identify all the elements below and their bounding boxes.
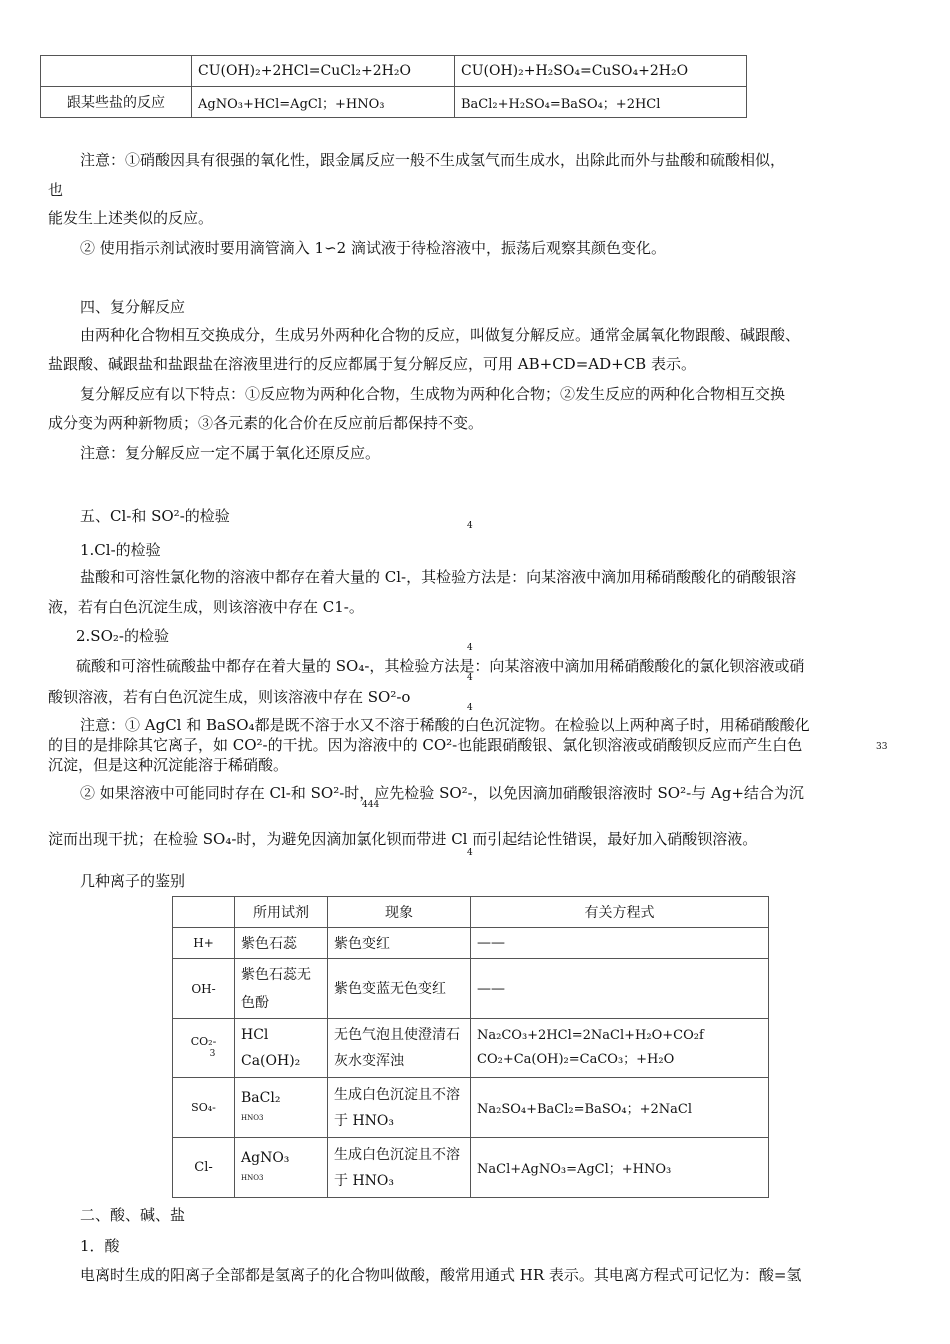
section4-p2-a: 复分解反应有以下特点：①反应物为两种化合物，生成物为两种化合物；②发生反应的两种化合物相互交换 — [80, 385, 786, 403]
ion-cell — [173, 1019, 235, 1078]
ion-identification-table — [172, 896, 769, 1198]
section5-2-line-a: 硫酸和可溶性硫酸盐中都存在着大量的 SO₄-，其检验方法是：向某溶液中滴加用稀硝酸酸化的氯化钡溶液或硝 — [76, 657, 805, 675]
top-table-row2-h2so4: BaCl₂+H₂SO₄=BaSO₄；+2HCl — [455, 87, 747, 118]
reagent-1: AgNO₃ — [241, 1149, 290, 1166]
note2: ② 使用指示剂试液时要用滴管滴入 1∽2 滴试液于待检溶液中，振荡后观察其颜色变化。 — [80, 239, 666, 257]
section2-title: 二、酸、碱、盐 — [80, 1206, 186, 1224]
equation-cell: —— — [471, 959, 769, 1019]
section5-1-title: 1.Cl-的检验 — [80, 541, 161, 559]
ion-header-phenomenon: 现象 — [328, 897, 471, 928]
note1-line-b: 也 — [48, 181, 64, 199]
reagent-cell — [235, 1019, 328, 1078]
note1-line-a: 注意：①硝酸因具有很强的氧化性，跟金属反应一般不生成氢气而生成水，出除此而外与盐酸和硫酸相似， — [80, 151, 786, 169]
ion-header-equation: 有关方程式 — [471, 897, 769, 928]
section5-2-title: 2.SO₂-的检验 — [76, 627, 169, 645]
section5-note2-a-sub: 444 — [362, 800, 380, 810]
section5-title-sub: 4 — [467, 521, 473, 531]
ion-header-reagent: 所用试剂 — [235, 897, 328, 928]
top-table-row1-h2so4: CU(OH)₂+H₂SO₄=CuSO₄+2H₂O — [455, 56, 747, 87]
section5-2-title-sub: 4 — [467, 643, 473, 653]
section5-note1-c: 沉淀，但是这种沉淀能溶于稀硝酸。 — [48, 756, 289, 774]
reagent-cell: 紫色石蕊无色酚 — [235, 959, 328, 1019]
section4-p1-b: 盐跟酸、碱跟盐和盐跟盐在溶液里进行的反应都属于复分解反应，可用 AB+CD=AD+CB 表示。 — [48, 355, 696, 373]
equation-cell: Na₂SO₄+BaCl₂=BaSO₄；+2NaCl — [471, 1078, 769, 1138]
section4-p1-a: 由两种化合物相互交换成分，生成另外两种化合物的反应，叫做复分解反应。通常金属氧化物跟酸、碱跟酸、 — [80, 326, 801, 344]
reagent-cell — [235, 1138, 328, 1198]
reagent-1: HCl — [241, 1027, 269, 1043]
table-row — [173, 959, 769, 1019]
section5-note2-a: ② 如果溶液中可能同时存在 Cl-和 SO²-时，应先检验 SO²-，以免因滴加硝酸银溶液时 SO²-与 Ag+结合为沉 — [80, 784, 804, 802]
note1-line-c: 能发生上述类似的反应。 — [48, 209, 214, 227]
reagent-cell: 紫色石蕊 — [235, 928, 328, 959]
ion-label-sub: 3 — [209, 1049, 216, 1059]
section5-note2-b: 淀而出现干扰；在检验 SO₄-时，为避免因滴加氯化钡而带进 Cl 而引起结论性错误，最好加入硝酸钡溶液。 — [48, 830, 758, 848]
equation-2: CO₂+Ca(OH)₂=CaCO₃；+H₂O — [477, 1052, 675, 1067]
reagent-cell — [235, 1078, 328, 1138]
table-row — [173, 1019, 769, 1078]
reagent-sub: HNO3 — [241, 1113, 264, 1122]
phenomenon-cell: 无色气泡且使澄清石灰水变浑浊 — [328, 1019, 471, 1078]
phenomenon-cell: 生成白色沉淀且不溶于 HNO₃ — [328, 1078, 471, 1138]
section5-note1-a: 注意：① AgCl 和 BaSO₄都是既不溶于水又不溶于稀酸的白色沉淀物。在检验以上两种离子时，用稀硝酸酸化 — [80, 716, 810, 734]
top-table-row2-label: 跟某些盐的反应 — [41, 87, 192, 118]
section5-note1-b-sub: 33 — [876, 742, 888, 752]
top-table-row1-hcl: CU(OH)₂+2HCl=CuCl₂+2H₂O — [192, 56, 455, 87]
equation-cell: —— — [471, 928, 769, 959]
ion-cell: Cl- — [173, 1138, 235, 1198]
reagent-sub: HNO3 — [241, 1173, 264, 1182]
ion-header-blank — [173, 897, 235, 928]
section2-1-line-a: 电离时生成的阳离子全部都是氢离子的化合物叫做酸，酸常用通式 HR 表示。其电离方程式可记忆为：酸=氢 — [80, 1266, 802, 1284]
ion-table-title: 几种离子的鉴别 — [80, 872, 186, 890]
section4-title: 四、复分解反应 — [80, 298, 186, 316]
top-table-row1-label — [41, 56, 192, 87]
section5-title: 五、Cl-和 SO²-的检验 — [80, 507, 230, 525]
section5-2-line-b: 酸钡溶液，若有白色沉淀生成，则该溶液中存在 SO²-o — [48, 688, 411, 706]
ion-cell: OH- — [173, 959, 235, 1019]
reagent-1: BaCl₂ — [241, 1089, 281, 1106]
equation-cell — [471, 1019, 769, 1078]
section5-1-line-a: 盐酸和可溶性氯化物的溶液中都存在着大量的 Cl-，其检验方法是：向某溶液中滴加用稀硝酸酸化的硝酸银溶 — [80, 568, 797, 586]
section4-note: 注意：复分解反应一定不属于氧化还原反应。 — [80, 444, 381, 462]
section4-p2-b: 成分变为两种新物质；③各元素的化合价在反应前后都保持不变。 — [48, 414, 484, 432]
section5-note1-b: 的目的是排除其它离子，如 CO²-的干扰。因为溶液中的 CO²-也能跟硝酸银、氯化钡溶液或硝酸钡反应而产生白色 — [48, 736, 803, 754]
ion-cell: SO₄- — [173, 1078, 235, 1138]
top-reaction-table — [40, 55, 747, 118]
phenomenon-cell: 生成白色沉淀且不溶于 HNO₃ — [328, 1138, 471, 1198]
ion-cell: H+ — [173, 928, 235, 959]
phenomenon-cell: 紫色变红 — [328, 928, 471, 959]
table-row — [173, 1078, 769, 1138]
section5-2-line-b-sub: 4 — [467, 703, 473, 713]
equation-cell: NaCl+AgNO₃=AgCl；+HNO₃ — [471, 1138, 769, 1198]
top-table-row2-hcl: AgNO₃+HCl=AgCl；+HNO₃ — [192, 87, 455, 118]
ion-label: CO₂- — [190, 1035, 217, 1048]
phenomenon-cell: 紫色变蓝无色变红 — [328, 959, 471, 1019]
section5-2-line-a-sub: 4 — [467, 673, 473, 683]
table-row — [173, 928, 769, 959]
section2-1-title: 1．酸 — [80, 1237, 120, 1255]
section5-1-line-b: 液，若有白色沉淀生成，则该溶液中存在 C1-。 — [48, 598, 364, 616]
equation-1: Na₂CO₃+2HCl=2NaCl+H₂O+CO₂f — [477, 1028, 704, 1043]
reagent-2: Ca(OH)₂ — [241, 1053, 301, 1069]
table-row — [173, 1138, 769, 1198]
section5-note2-b-sub: 4 — [467, 848, 473, 858]
